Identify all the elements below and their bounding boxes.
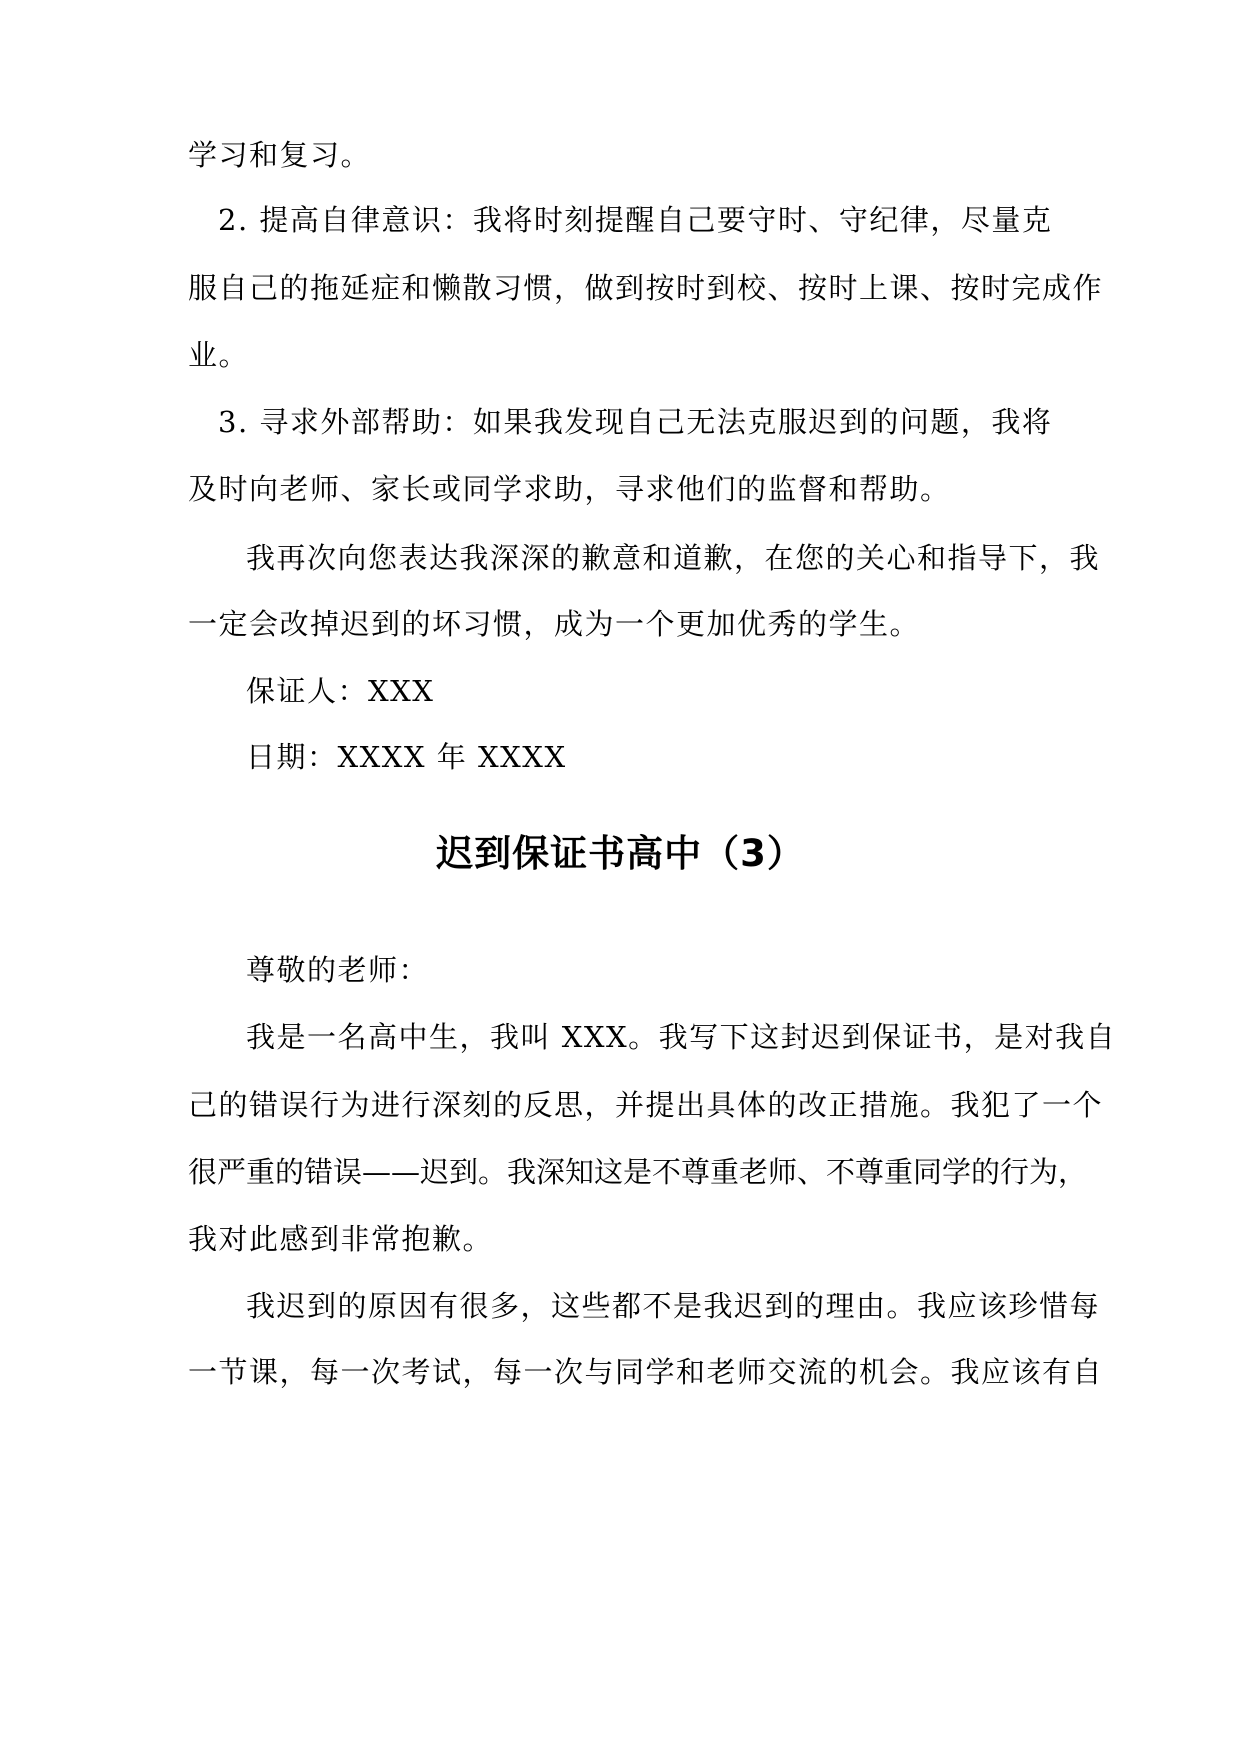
paragraph-line: 学习和复习。 — [188, 138, 372, 172]
paragraph-line: 2. 提高自律意识：我将时刻提醒自己要守时、守纪律，尽量克 — [218, 203, 1053, 237]
paragraph-line: 我迟到的原因有很多，这些都不是我迟到的理由。我应该珍惜每 — [246, 1289, 1101, 1323]
date-line: 日期：XXXX 年 XXXX — [246, 740, 567, 774]
paragraph-line: 很严重的错误——迟到。我深知这是不尊重老师、不尊重同学的行为， — [188, 1155, 1088, 1189]
paragraph-line: 我再次向您表达我深深的歉意和道歉，在您的关心和指导下，我 — [246, 541, 1101, 575]
guarantor-line: 保证人：XXX — [246, 674, 435, 708]
paragraph-line: 我对此感到非常抱歉。 — [188, 1222, 494, 1256]
paragraph-line: 及时向老师、家长或同学求助，寻求他们的监督和帮助。 — [188, 472, 951, 506]
paragraph-line: 己的错误行为进行深刻的反思，并提出具体的改正措施。我犯了一个 — [188, 1088, 1104, 1122]
paragraph-line: 业。 — [188, 338, 250, 372]
section-title: 迟到保证书高中（3） — [436, 832, 805, 875]
paragraph-line: 3. 寻求外部帮助：如果我发现自己无法克服迟到的问题，我将 — [218, 405, 1053, 439]
salutation: 尊敬的老师： — [246, 953, 430, 987]
paragraph-line: 一节课，每一次考试，每一次与同学和老师交流的机会。我应该有自 — [188, 1355, 1104, 1389]
paragraph-line: 一定会改掉迟到的坏习惯，成为一个更加优秀的学生。 — [188, 607, 921, 641]
paragraph-line: 我是一名高中生，我叫 XXX。我写下这封迟到保证书，是对我自 — [246, 1020, 1117, 1054]
paragraph-line: 服自己的拖延症和懒散习惯，做到按时到校、按时上课、按时完成作 — [188, 271, 1104, 305]
